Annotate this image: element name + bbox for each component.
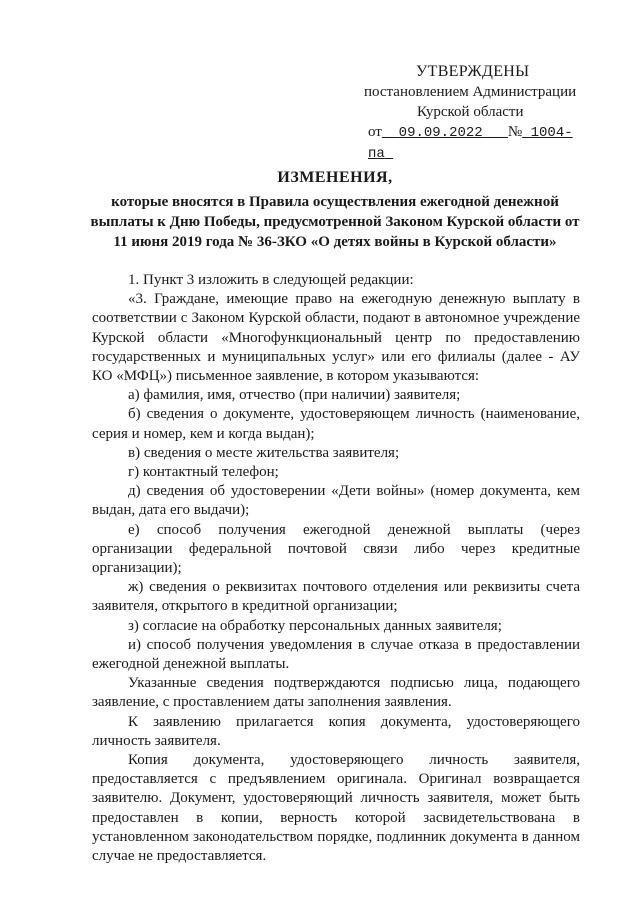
paragraph: б) сведения о документе, удостоверяющем личность (наименование, серия и номер, кем и когда выдан); — [92, 406, 580, 442]
approval-title: УТВЕРЖДЕНЫ — [416, 63, 530, 80]
paragraph: Копия документа, удостоверяющего личность заявителя, предоставляется с предъявлением оригинала. Оригинал возвращается заявителю. Документ, удостоверяющий личность заявителя, может быть предоставлен в копии, верность которой засвидетельствована в установленном законодательством порядке, подлинник документа в данном случае не предоставляется. — [92, 752, 580, 865]
paragraph: е) способ получения ежегодной денежной выплаты (через организации федеральной почтовой связи либо через кредитные организации); — [92, 521, 580, 577]
approval-date: 09.09.2022 — [398, 125, 483, 141]
heading-title: ИЗМЕНЕНИЯ, — [277, 169, 393, 186]
paragraph: 1. Пункт 3 изложить в следующей редакции: — [128, 272, 414, 288]
approval-stamp — [360, 62, 590, 164]
document-body — [92, 271, 580, 866]
paragraph: а) фамилия, имя, отчество (при наличии) заявителя; — [128, 387, 461, 404]
paragraph: ж) сведения о реквизитах почтового отделения или реквизиты счета заявителя, открытого в кредитной организации; — [92, 579, 580, 615]
paragraph: К заявлению прилагается копия документа, удостоверяющего личность заявителя. — [92, 713, 580, 749]
paragraph: в) сведения о месте жительства заявителя; — [128, 444, 400, 461]
paragraph: и) способ получения уведомления в случае отказа в предоставлении ежегодной денежной выплаты. — [92, 636, 580, 673]
approval-date-number — [368, 122, 590, 164]
date-prefix: от — [368, 124, 382, 140]
number-prefix: № — [507, 124, 523, 140]
approval-region: Курской области — [417, 104, 524, 120]
paragraph: д) сведения об удостоверении «Дети войны» (номер документа, кем выдан, дата его выдачи); — [92, 483, 580, 519]
paragraph: г) контактный телефон; — [128, 464, 279, 481]
approval-number: 1004-па — [368, 125, 573, 162]
paragraph: Указанные сведения подтверждаются подписью лица, подающего заявление, с проставлением даты заполнения заявления. — [92, 675, 580, 711]
approval-authority: постановлением Администрации — [364, 84, 577, 100]
heading-subtitle: которые вносятся в Правила осуществления ежегодной денежной выплаты к Дню Победы, предусмотренной Законом Курской области от 11 июня 2019 года № 36-ЗКО «О детях войны в Курской области» — [90, 194, 580, 250]
document-heading — [90, 168, 580, 252]
paragraph: «3. Граждане, имеющие право на ежегодную денежную выплату в соответствии с Законом Курской области, подают в автономное учреждение Курской области «Многофункциональный центр по предоставлению государственных и муниципальных услуг» или его филиалы (далее - АУ КО «МФЦ») письменное заявление, в котором указываются: — [92, 291, 580, 385]
paragraph: з) согласие на обработку персональных данных заявителя; — [128, 617, 502, 634]
